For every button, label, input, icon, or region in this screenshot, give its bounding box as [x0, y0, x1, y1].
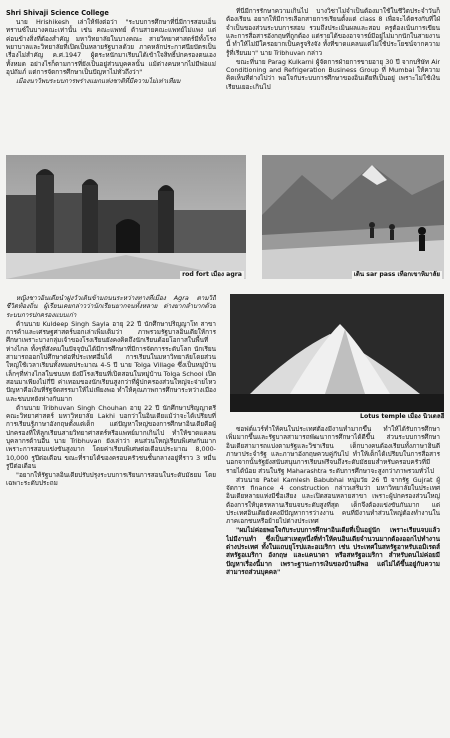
- paragraph: ด้านนาย Kuldeep Singh Sayla อายุ 22 ปี นักศึกษาปริญญาโท สาขาการค้าและเศรษฐศาสตร์บอกเล่าเพิ่มเติมว่า ภาพรวมรัฐบาลอินเดียให้การศึกษาเพราะบางกลุ่มเจ้าของโรงเรียนยังคงคิดถึงนักเรียนด้อยโอกาสในพื้นที่ห่างไกล ทั้งๆที่สังคมในปัจจุบันได้มีการศึกษาที่มีการจัดการระดับโลก นักเรียนสามารถออกไปศึกษาต่อที่ประเทศอื่นได้ การเรียนในมหาวิทยาลัยโดยส่วนใหญ่ใช้เวลาเรียนทั้งหมดประมาณ 4-5 ปี นาย Tolga Village ซึ่งเป็นหมู่บ้านเล็กๆที่ห่างไกลในชนบท ยังมีโรงเรียนที่เปิดสอนในหมู่บ้าน Tolga School เปิดสอนมาเพียงไม่กี่ปี ค่าเทอมของนักเรียนสูงกว่าที่ผู้ปกครองส่วนใหญ่จะจ่ายไหว ปัญหาคือเงินที่รัฐจัดสรรมาให้ไม่เพียงพอ ทำให้คุณภาพการศึกษาระหว่างเมืองและชนบทยังห่างกันมาก: [6, 319, 216, 403]
- paragraph: หญิงชาวอินเดียนำฝูงวัวเดินข้ามถนนระหว่างทางที่เมือง Agra ตามวิถีชีวิตท้องถิ่น ผู้เรียนเคยกล่าวว่านักเรียนยากจนทั้งหลาย ต่างยากลำบากด้วยระบบการปกครองแบบเก่า: [6, 294, 216, 319]
- photo-lotus-temple: [230, 294, 444, 412]
- right-paragraphs: [226, 425, 440, 576]
- left-column: [6, 294, 216, 732]
- paragraph: ที่นี่มีการรักษาความเกินไป บางวิชาไม่จำเป็นต้องมาใช้ในชีวิตประจำวันก็ต้องเรียน อยากให้มีการเลือกสายการเรียนตั้งแต่ class 8 เพื่อจะได้ตรงกับที่ใฝ่จำเป็นของส่วนระบบการสอบ รวมถึงประเมินผลและสอบ ครูต้องเน้นการเขียนและการสื่อสารอังกฤษที่ถูกต้อง แต่รายได้ของอาจารย์มีอยู่ไม่มากนักในสายงานนี้ ทำให้ไม่มีใครอยากเป็นครูจริงจัง ทั้งที่ขาดแคลนแต่ไม่ใช้ประโยชน์จากความรู้ที่เรียนมา" นาย Tribhuvan กล่าว: [226, 7, 440, 57]
- paragraph: ขณะที่นาย Parag Kulkarni ผู้จัดการฝ่ายการขายอายุ 30 ปี จากบริษัท Air Conditioning and Refrigeration Business Group ที่ Mumbai ให้ความคิดเห็นที่ต่างไปว่า พอใจกับระบบการศึกษาของอินเดียที่เป็นอยู่ เพราะไม่ใช้เงินเรียนเยอะเกินไป: [226, 57, 440, 91]
- paragraph: Shri Shivaji Science College: [6, 9, 109, 17]
- right-column: [226, 425, 440, 732]
- paragraph: นาย Hrishikesh เล่าให้ฟังต่อว่า "ระบบการศึกษาที่นี่มีการสอบเอ็นทรานซ์ในบางคณะเท่านั้น เช่น คณะแพทย์ ด้านสายคณะแพทย์ไม่แพง แต่ค่อนข้างสิ่งที่ต้องสำคัญ มหาวิทยาลัยในบางคณะ สายวิทยาศาสตร์มีทั้งโรงพยาบาลและวิทยาลัยที่เปิดเป็นหลายรัฐบาลด้วย ภาคหลักประกาศนียบัตรเป็นเรื่องไม่สำคัญ ค.ศ.1947 ผู้ตระหนักมาเรียนได้เข้าใจสิทธิ์ปกครองตนเองทั้งหมด อย่างไรก็ตามการที่ยังเป็นอยู่ส่วนบุคคลนั้น แม้ต่างคนหากไม่มีพ่อแม่อุปถัมภ์ แต่การจัดการศึกษาเป็นปัญหาไม่ทั่วถึงว่า": [6, 17, 216, 76]
- paragraph: "อยากให้รัฐบาลอินเดียปรับปรุงระบบการเรียนการสอนในระดับมัธยม โดยเฉพาะระดับประถม: [6, 471, 216, 488]
- paragraph: ด้านนาย Tribhuvan Singh Chouhan อายุ 22 ปี นักศึกษาปริญญาตรี คณะวิทยาศาสตร์ มหาวิทยาลัย Lakhi บอกว่าในอินเดียแม้ว่าจะได้เปรียบที่การเรียนรู้ภาษาอังกฤษตั้งแต่เด็ก แต่ปัญหาใหญ่ของการศึกษาอินเดียคือผู้ปกครองที่ให้ลูกเรียนสายวิทยาศาสตร์หรือแพทย์มากเกินไป ทำให้ขาดแคลนบุคลากรด้านอื่น นาย Tribhuvan ยังเล่าว่า คนส่วนใหญ่เรียนพิเศษกันมาก เพราะการสอบแข่งขันสูงมาก โดยค่าเรียนพิเศษต่อเดือนประมาณ 8,000-10,000 รูปีต่อเดือน ขณะที่รายได้ของครอบครัวชนชั้นกลางอยู่ที่ราว 3 หมื่นรูปีต่อเดือน: [6, 403, 216, 471]
- photo-label-red-fort: rod fort เมือง agra: [182, 271, 242, 278]
- paragraph: เมืองนาวิพบระบบการพร่างแยกแห่งชาติที่มีความไม่เท่าเทียม: [16, 76, 181, 85]
- photo-label-lotus-temple: Lotus temple เมือง นิวเดลฮี: [360, 413, 445, 420]
- photo-label-sar-pass: เดิน sar pass เทือกเขาหิมาลัย: [353, 271, 440, 278]
- paragraph: ซอฟต์แวร์ทำให้คนในประเทศต้องมีงานทำมากขึ้น ทำให้ได้รับการศึกษาเพิ่มมากขึ้นและรัฐบาลสามารถพัฒนาการศึกษาได้ดีขึ้น ส่วนระบบการศึกษาอินเดียสามารถแบ่งตามรัฐและวิชาเรียน เด็กบางคนต้องเรียนทั้งภาษาฮินดี ภาษาประจำรัฐ และภาษาอังกฤษควบคู่กันไป ทำให้เด็กได้เปรียบในการสื่อสาร นอกจากนั้นรัฐยังสนับสนุนการเรียนฟรีจนถึงระดับมัธยมสำหรับครอบครัวที่มีรายได้น้อย ส่วนในรัฐ Maharashtra ระดับการศึกษาจะสูงกว่าภาพรวมทั่วไป: [226, 425, 440, 475]
- top-left-paragraphs: [6, 9, 216, 85]
- top-right-paragraphs: [226, 7, 440, 91]
- top-left-column: [6, 9, 216, 157]
- paragraph: "ผมไม่ค่อยพอใจกับระบบการศึกษาอินเดียที่เป็นอยู่นัก เพราะเรียนจบแล้วไม่มีงานทำ ซึ่งเป็นสาเหตุหนึ่งที่ทำให้คนอินเดียจำนวนมากต้องออกไปทำงานต่างประเทศ ทั้งในแถบยุโรปและอเมริกา เช่น ประเทศในสหรัฐอาหรับเอมิเรตส์ สหรัฐอเมริกา อังกฤษ และแคนาดา หรือสหรัฐอเมริกา สำหรับตนไม่ค่อยมีปัญหาเรื่องนี้มาก เพราะฐานะการเงินของบ้านดีพอ แต่ไม่ได้ขึ้นอยู่กับความสามารถส่วนบุคคล": [226, 526, 440, 577]
- top-right-column: [226, 7, 440, 157]
- photo-red-fort-agra: [6, 155, 246, 279]
- photo-sar-pass-himalaya: [262, 155, 444, 279]
- paragraph: ส่วนนาย Patel Kamlesh Babubhai หนุ่มวัย 26 ปี จากรัฐ Gujrat ผู้จัดการ finance 4 construction กล่าวเสริมว่า มหาวิทยาลัยในประเทศอินเดียหลายแห่งมีชื่อเสียง และเปิดสอนหลายสาขา เพราะผู้ปกครองส่วนใหญ่ต้องการให้บุตรหลานเรียนจบระดับสูงที่สุด เด็กจึงต้องแข่งขันกันมาก แต่ประเทศอินเดียยังคงมีปัญหาการว่างงาน คนที่มีงานทำส่วนใหญ่ต้องทำงานในภาคเอกชนหรือย้ายไปต่างประเทศ: [226, 475, 440, 526]
- left-paragraphs: [6, 294, 216, 488]
